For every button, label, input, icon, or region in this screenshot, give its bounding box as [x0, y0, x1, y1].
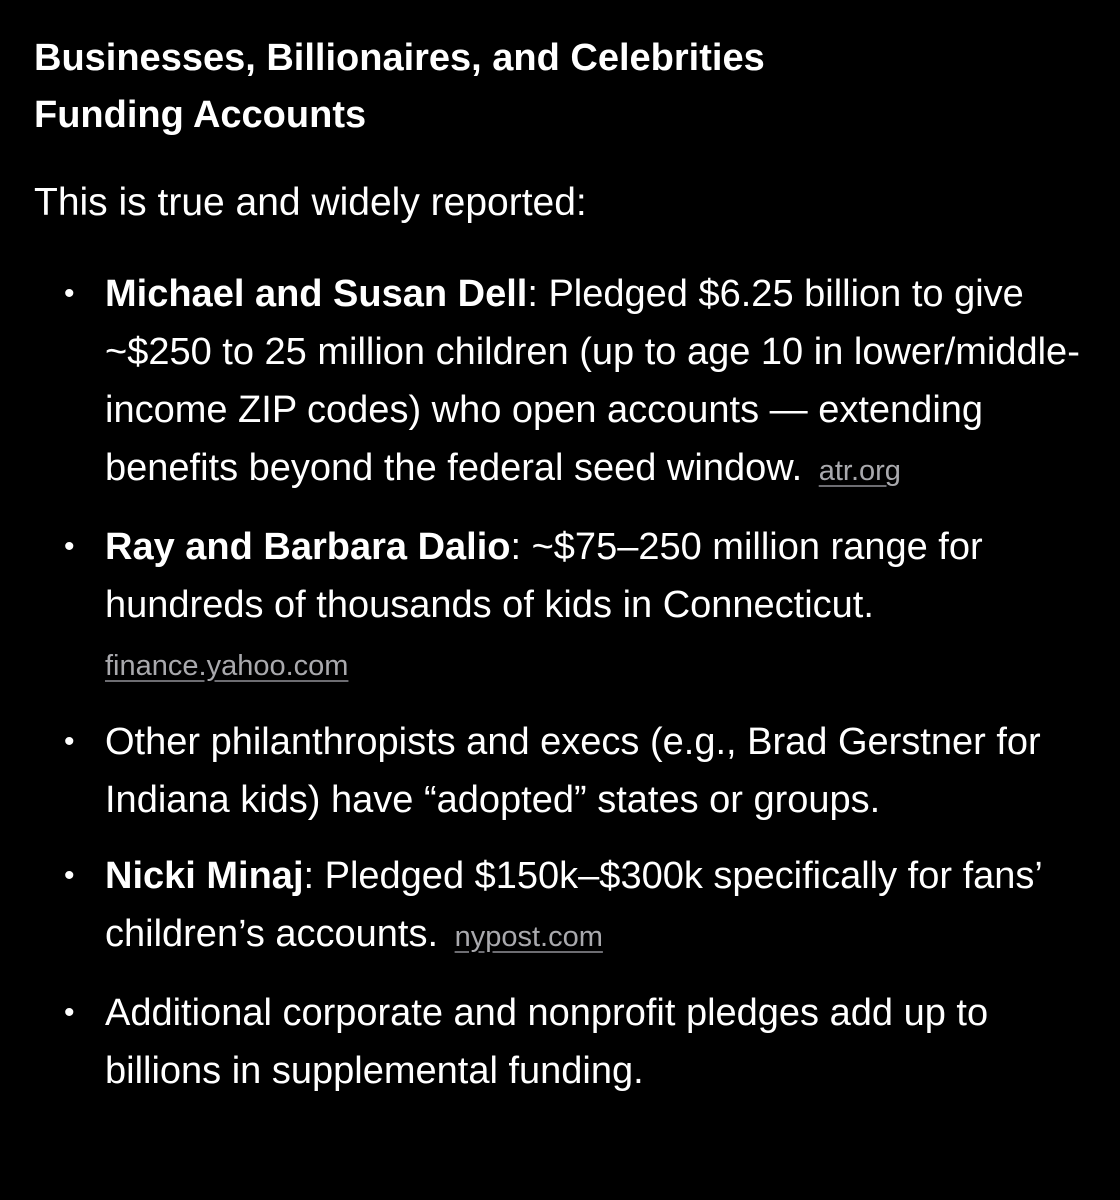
source-link-nypost[interactable]: nypost.com	[454, 921, 603, 953]
bullet-icon: •	[64, 859, 75, 892]
source-link-yahoo[interactable]: finance.yahoo.com	[105, 650, 349, 682]
list-item	[34, 713, 1095, 829]
list-item	[34, 265, 1095, 500]
item-separator: :	[527, 273, 538, 315]
bullet-icon: •	[64, 725, 75, 758]
item-name: Nicki Minaj	[105, 855, 304, 897]
section-heading: Businesses, Billionaires, and Celebrities Funding Accounts	[34, 37, 765, 136]
item-name: Michael and Susan Dell	[105, 273, 528, 315]
item-text: Other philanthropists and execs (e.g., Brad Gerstner for Indiana kids) have “adopted” states or groups.	[105, 721, 1041, 821]
source-link-atr[interactable]: atr.org	[818, 455, 901, 487]
item-text: Additional corporate and nonprofit pledges add up to billions in supplemental funding.	[105, 992, 989, 1092]
bullet-icon: •	[64, 996, 75, 1029]
item-name: Ray and Barbara Dalio	[105, 526, 511, 568]
list-item	[34, 847, 1095, 966]
item-text: Pledged $150k–$300k specifically for fans’ children’s accounts.	[105, 855, 1042, 955]
bullet-icon: •	[64, 530, 75, 563]
funding-list	[34, 265, 1094, 1100]
item-separator: :	[510, 526, 522, 568]
bullet-icon: •	[64, 277, 75, 310]
item-text: ~$75–250 million range for hundreds of thousands of kids in Connecticut.	[105, 526, 983, 626]
item-separator: :	[303, 855, 315, 897]
list-item	[34, 984, 1095, 1100]
list-item	[34, 518, 1095, 695]
intro-text: This is true and widely reported:	[34, 181, 587, 224]
item-text: Pledged $6.25 billion to give ~$250 to 25 million children (up to age 10 in lower/middle-income ZIP codes) who open accounts — extending benefits beyond the federal seed window.	[105, 273, 1080, 489]
